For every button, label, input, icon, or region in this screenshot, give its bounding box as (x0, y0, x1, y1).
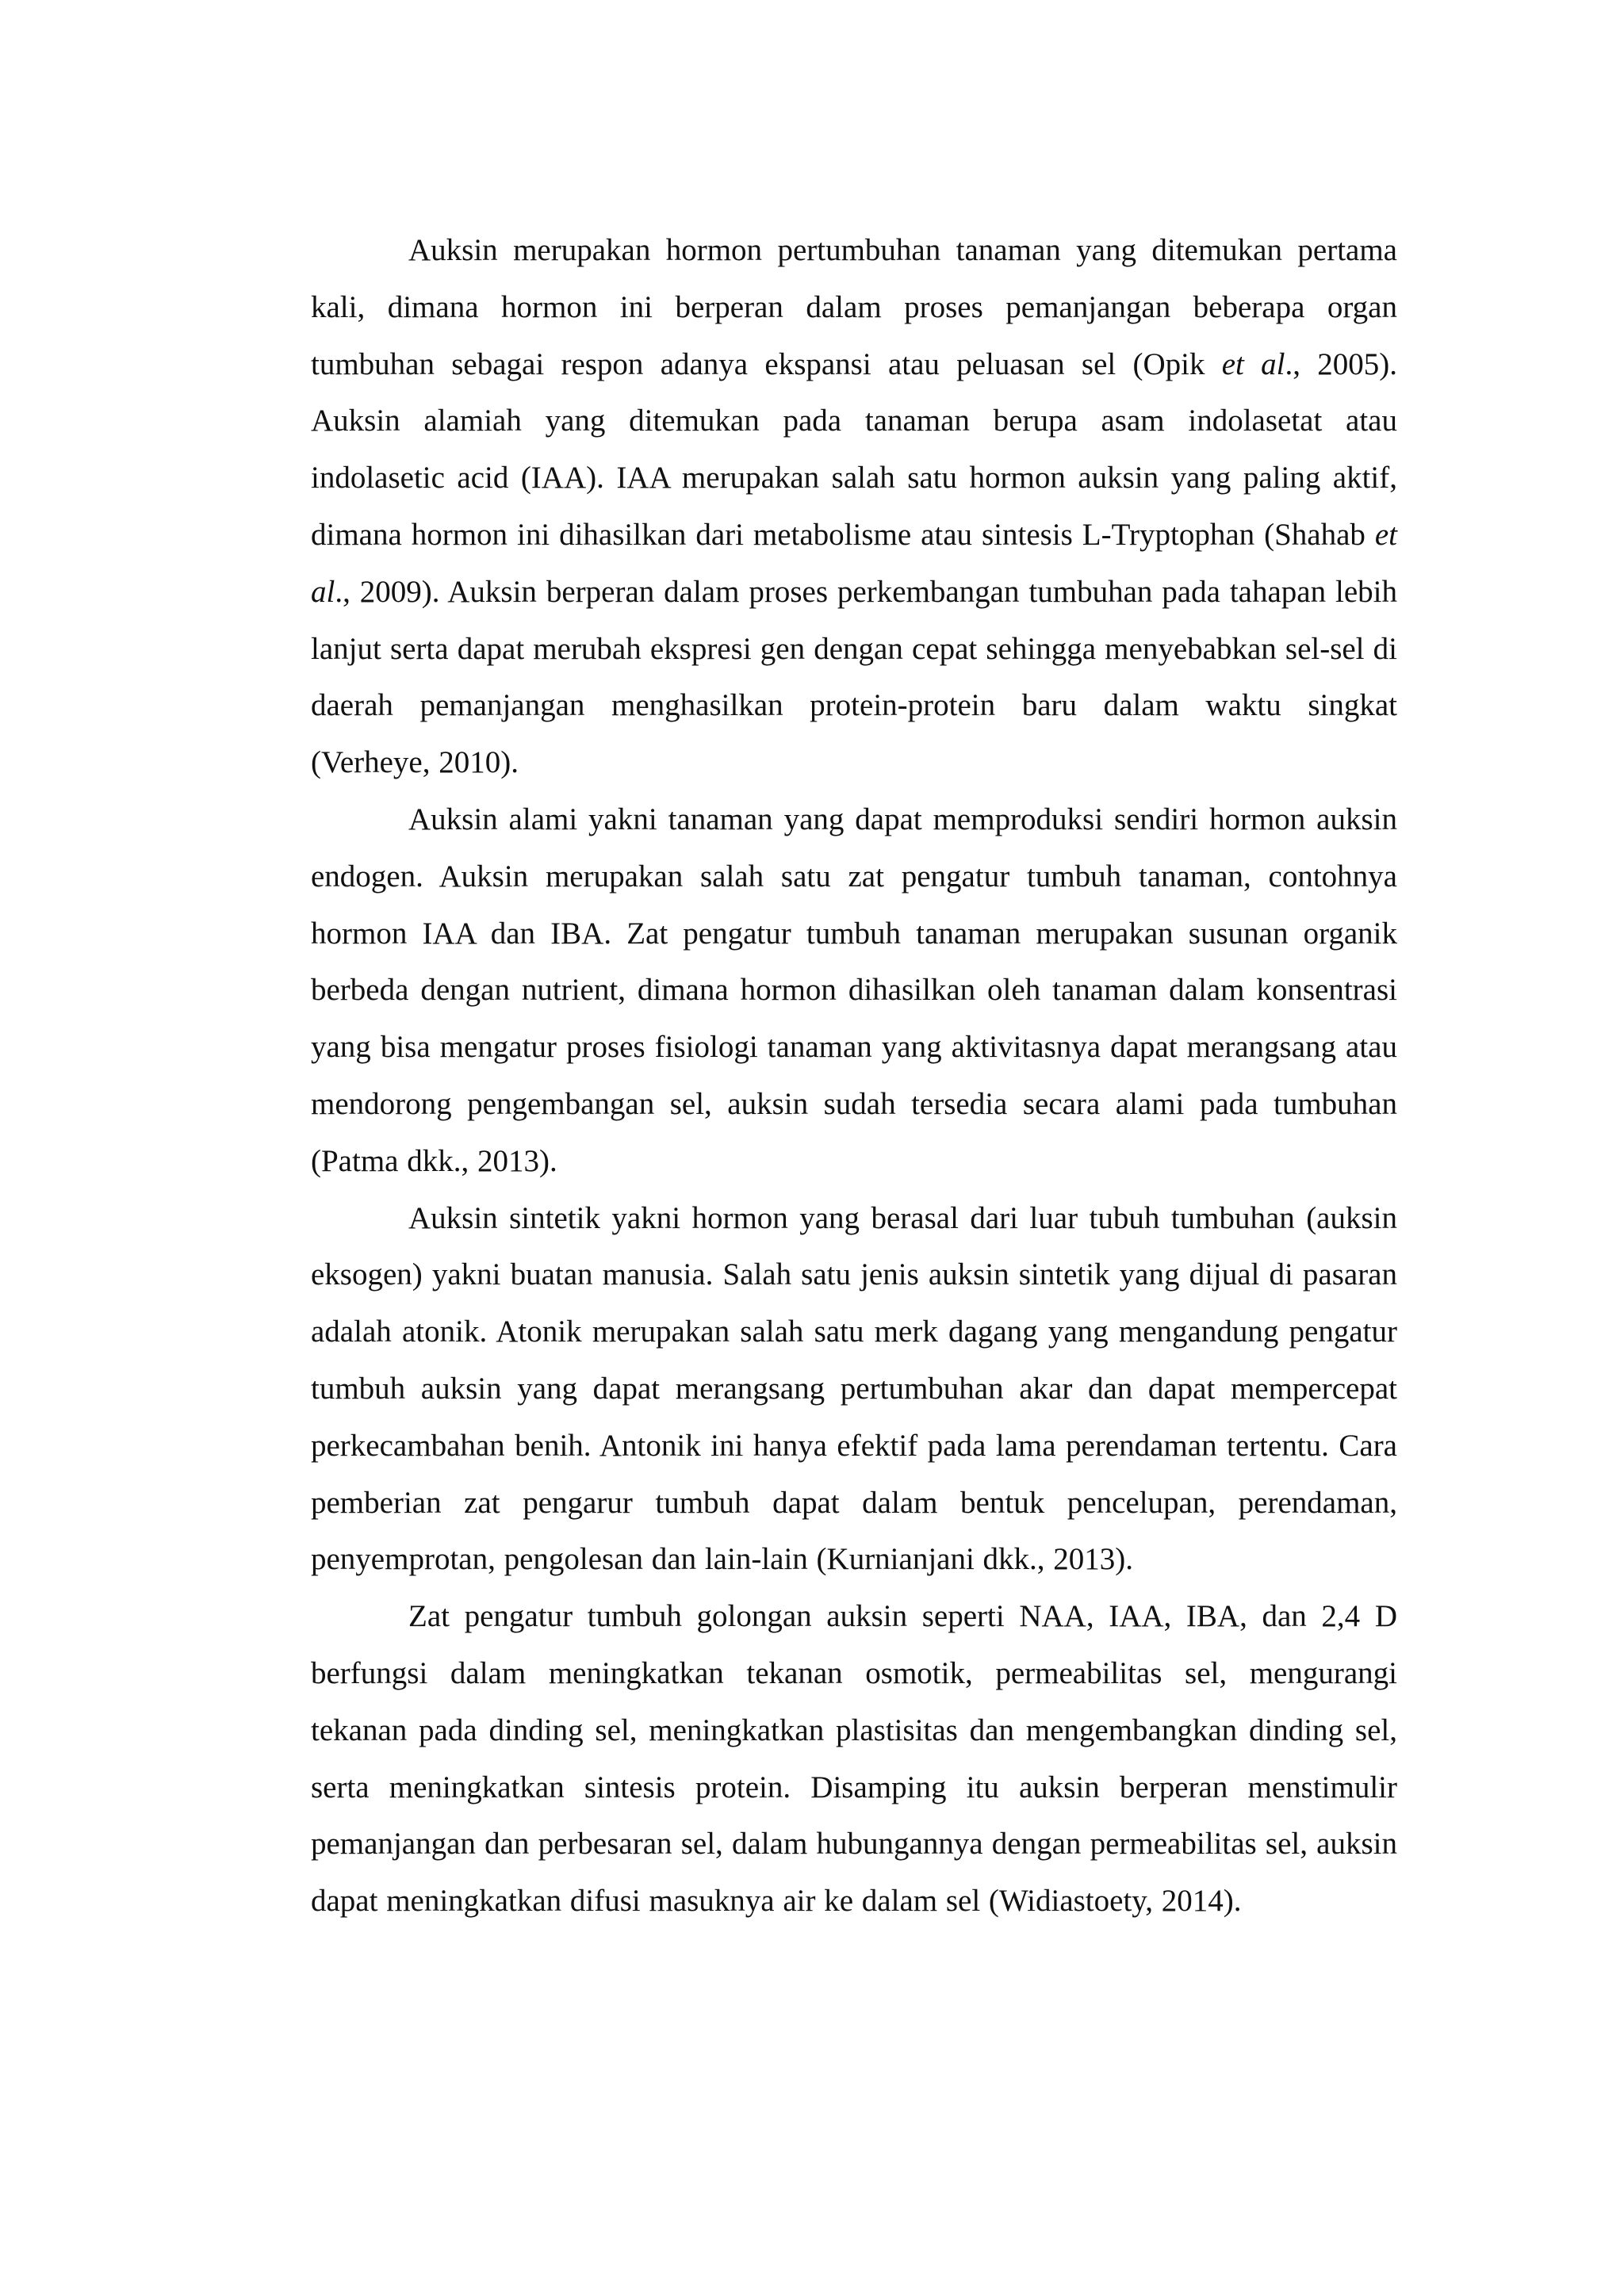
paragraph-1 (311, 222, 1397, 791)
body-text (311, 222, 1397, 1930)
citation-italic: et al (311, 517, 1397, 609)
paragraph-3 (311, 1190, 1397, 1589)
citation-italic: et al (1221, 346, 1285, 381)
paragraph-4 (311, 1588, 1397, 1930)
text-segment: Auksin merupakan hormon pertumbuhan tanaman yang ditemukan pertama kali, dimana hormon ini berperan dalam proses pemanjangan beberapa organ tumbuhan sebagai respon adanya ekspansi atau peluasan sel (Opik (311, 233, 1397, 381)
text-segment: ., 2009). Auksin berperan dalam proses perkembangan tumbuhan pada tahapan lebih lanjut serta dapat merubah ekspresi gen dengan cepat sehingga menyebabkan sel-sel di daerah pemanjangan menghasilkan protein-protein baru dalam waktu singkat (Verheye, 2010). (311, 574, 1397, 780)
text-segment: Auksin alami yakni tanaman yang dapat memproduksi sendiri hormon auksin endogen. Auksin merupakan salah satu zat pengatur tumbuh tanaman, contohnya hormon IAA dan IBA. Zat pengatur tumbuh tanaman merupakan susunan organik berbeda dengan nutrient, dimana hormon dihasilkan oleh tanaman dalam konsentrasi yang bisa mengatur proses fisiologi tanaman yang aktivitasnya dapat merangsang atau mendorong pengembangan sel, auksin sudah tersedia secara alami pada tumbuhan (Patma dkk., 2013). (311, 802, 1397, 1178)
text-segment: Auksin sintetik yakni hormon yang berasal dari luar tubuh tumbuhan (auksin eksogen) yakni buatan manusia. Salah satu jenis auksin sintetik yang dijual di pasaran adalah atonik. Atonik merupakan salah satu merk dagang yang mengandung pengatur tumbuh auksin yang dapat merangsang pertumbuhan akar dan dapat mempercepat perkecambahan benih. Antonik ini hanya efektif pada lama perendaman tertentu. Cara pemberian zat pengarur tumbuh dapat dalam bentuk pencelupan, perendaman, penyemprotan, pengolesan dan lain-lain (Kurnianjani dkk., 2013). (311, 1200, 1397, 1577)
paragraph-2 (311, 791, 1397, 1190)
text-segment: Zat pengatur tumbuh golongan auksin seperti NAA, IAA, IBA, dan 2,4 D berfungsi dalam meningkatkan tekanan osmotik, permeabilitas sel, mengurangi tekanan pada dinding sel, meningkatkan plastisitas dan mengembangkan dinding sel, serta meningkatkan sintesis protein. Disamping itu auksin berperan menstimulir pemanjangan dan perbesaran sel, dalam hubungannya dengan permeabilitas sel, auksin dapat meningkatkan difusi masuknya air ke dalam sel (Widiastoety, 2014). (311, 1599, 1397, 1919)
text-segment: ., 2005). Auksin alamiah yang ditemukan pada tanaman berupa asam indolasetat atau indolasetic acid (IAA). IAA merupakan salah satu hormon auksin yang paling aktif, dimana hormon ini dihasilkan dari metabolisme atau sintesis L-Tryptophan (Shahab (311, 346, 1397, 552)
